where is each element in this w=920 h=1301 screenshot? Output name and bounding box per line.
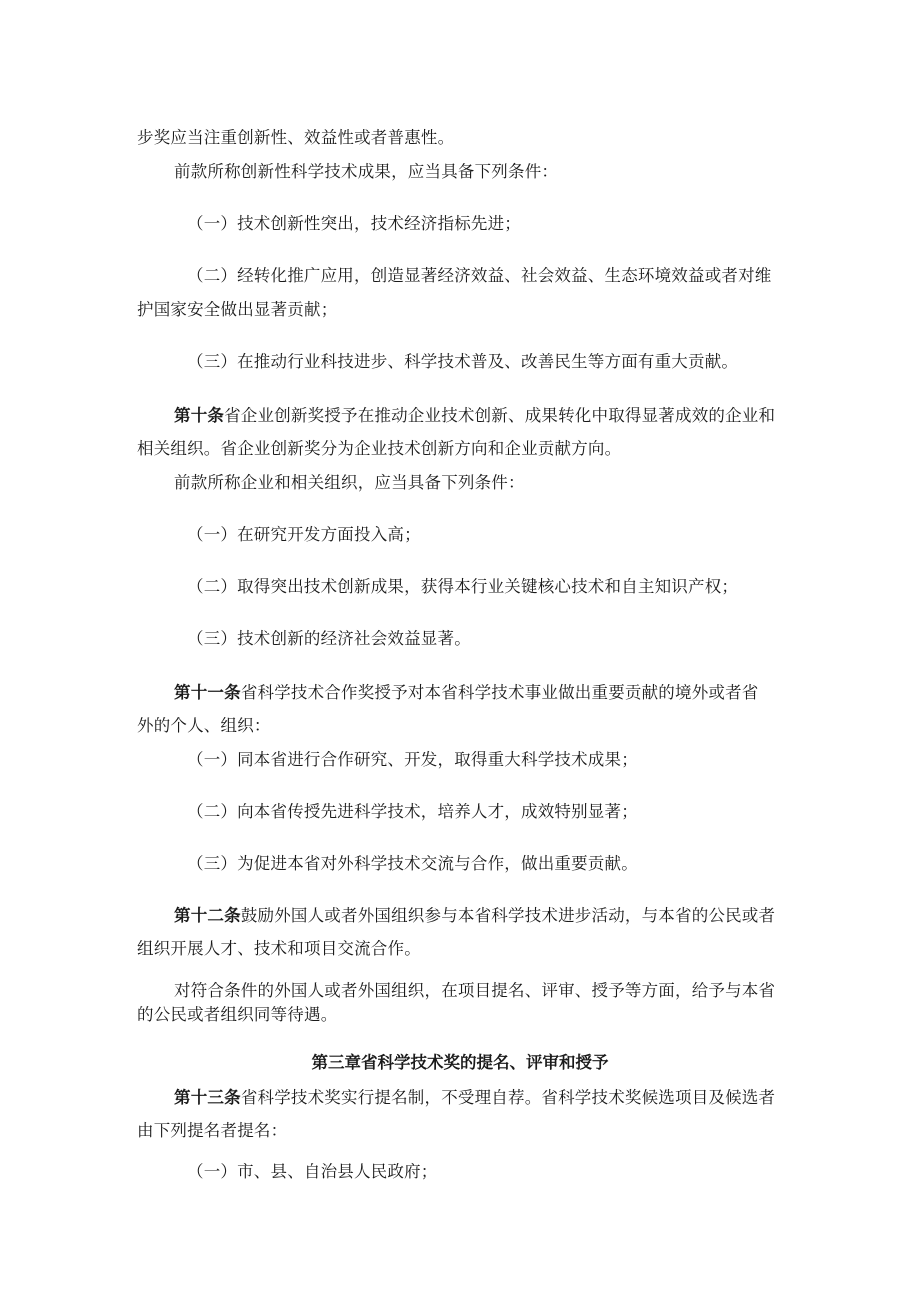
list-item: （三）在推动行业科技进步、科学技术普及、改善民生等方面有重大贡献。 [187,352,739,371]
article-number: 第十一条 [174,683,241,702]
chapter-heading: 第三章省科学技术奖的提名、评审和授予 [311,1053,609,1072]
article-number: 第十条 [174,406,225,425]
article-number: 第十二条 [174,906,241,925]
list-item: （三）为促进本省对外科学技术交流与合作，做出重要贡献。 [187,854,638,873]
text-line: 的公民或者组织同等待遇。 [137,1005,338,1024]
list-item: （二）经转化推广应用，创造显著经济效益、社会效益、生态环境效益或者对维 [187,266,772,285]
text-line: 前款所称企业和相关组织，应当具备下列条件： [174,473,525,492]
text-line: 前款所称创新性科学技术成果，应当具备下列条件： [174,162,559,181]
text-line: 外的个人、组织： [137,716,271,735]
list-item: （二）向本省传授先进科学技术，培养人才，成效特别显著； [187,802,638,821]
article-line: 第十三条省科学技术奖实行提名制，不受理自荐。省科学技术奖候选项目及候选者 [174,1088,776,1107]
article-line: 第十二条鼓励外国人或者外国组织参与本省科学技术进步活动，与本省的公民或者 [174,906,776,925]
list-item: （一）在研究开发方面投入高； [187,525,421,544]
list-item: （一）市、县、自治县人民政府； [187,1162,438,1181]
text-line: 护国家安全做出显著贡献； [137,300,338,319]
text-line: 相关组织。省企业创新奖分为企业技术创新方向和企业贡献方向。 [137,439,622,458]
text-line: 对符合条件的外国人或者外国组织，在项目提名、评审、授予等方面，给予与本省 [174,981,776,1000]
text-line: 由下列提名者提名： [137,1121,288,1140]
article-line: 第十条省企业创新奖授予在推动企业技术创新、成果转化中取得显著成效的企业和 [174,406,776,425]
list-item: （三）技术创新的经济社会效益显著。 [187,629,471,648]
text-line: 组织开展人才、技术和项目交流合作。 [137,939,421,958]
list-item: （一）技术创新性突出，技术经济指标先进； [187,214,521,233]
list-item: （一）同本省进行合作研究、开发，取得重大科学技术成果； [187,750,638,769]
article-line: 第十一条省科学技术合作奖授予对本省科学技术事业做出重要贡献的境外或者省 [174,683,759,702]
article-number: 第十三条 [174,1088,241,1107]
list-item: （二）取得突出技术创新成果，获得本行业关键核心技术和自主知识产权； [187,577,739,596]
text-line: 步奖应当注重创新性、效益性或者普惠性。 [137,128,455,147]
